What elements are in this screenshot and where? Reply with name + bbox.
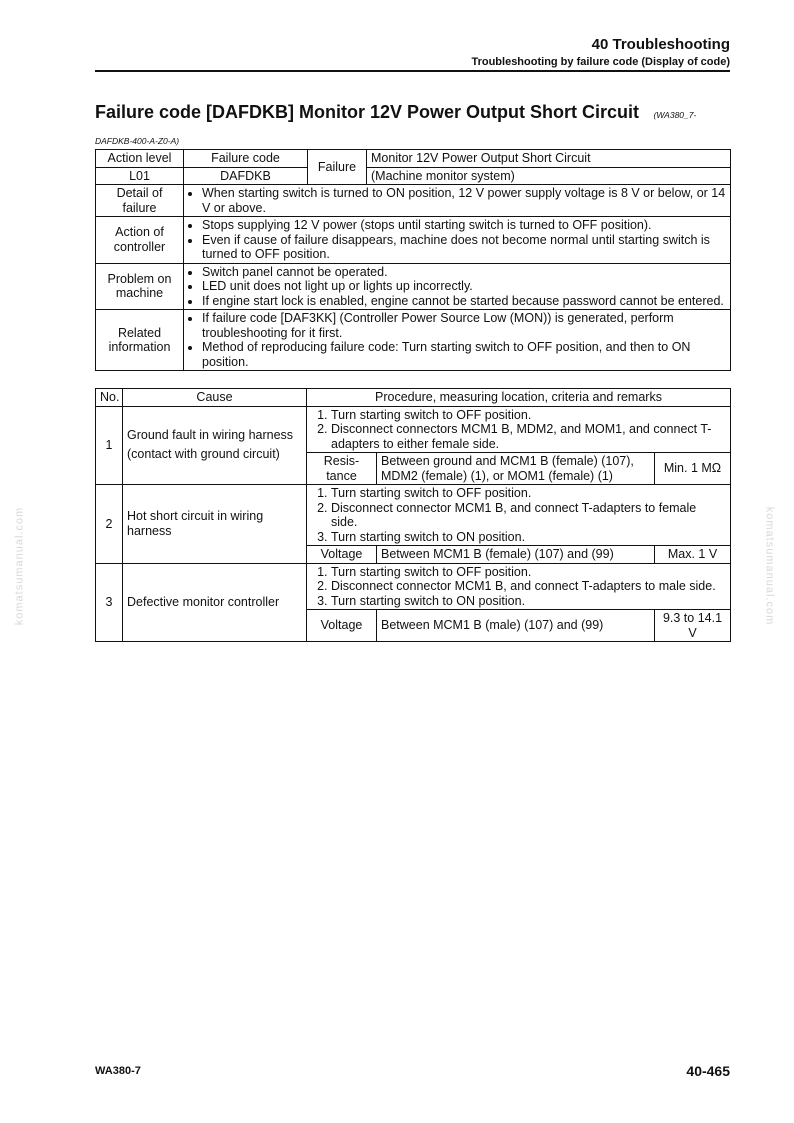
measuring-location: Between MCM1 B (female) (107) and (99) — [377, 546, 655, 564]
procedure-step: 2. Disconnect connectors MCM1 B, MDM2, and MOM1, and connect T-adapters to either female side. — [331, 422, 726, 451]
section-subtitle: Troubleshooting by failure code (Display of code) — [471, 56, 730, 68]
procedure-step: 1. Turn starting switch to OFF position. — [331, 565, 726, 580]
action-level-value: L01 — [96, 167, 184, 185]
list-item: • When starting switch is turned to ON position, 12 V power supply voltage is 8 V or below, or 14 V or above. — [202, 186, 726, 215]
measure-type: Voltage — [307, 546, 377, 564]
criteria-value: Min. 1 MΩ — [655, 453, 731, 485]
watermark-left: komatsumanual.com — [13, 506, 26, 626]
footer-model: WA380-7 — [95, 1065, 141, 1077]
failure-info-table — [95, 149, 731, 371]
list-item: • If engine start lock is enabled, engine cannot be started because password cannot be entered. — [202, 294, 726, 309]
measuring-location: Between ground and MCM1 B (female) (107), MDM2 (female) (1), or MOM1 (female) (1) — [377, 453, 655, 485]
procedure-steps — [307, 485, 731, 546]
cause-description: Ground fault in wiring harness (contact with ground circuit) — [123, 406, 307, 485]
page-number: 40-465 — [686, 1063, 730, 1079]
list-item: • LED unit does not light up or lights up incorrectly. — [202, 279, 726, 294]
procedure-step: 1. Turn starting switch to OFF position. — [331, 486, 726, 501]
procedure-steps — [307, 406, 731, 453]
cause-description: Hot short circuit in wiring harness — [123, 485, 307, 564]
detail-of-failure-label: Detail of failure — [96, 185, 184, 217]
page-header — [471, 36, 730, 69]
watermark-right: komatsumanual.com — [763, 506, 776, 626]
measure-type: Voltage — [307, 610, 377, 642]
cause-number: 1 — [96, 406, 123, 485]
section-title: 40 Troubleshooting — [591, 36, 730, 53]
measuring-location: Between MCM1 B (male) (107) and (99) — [377, 610, 655, 642]
detail-of-failure-content — [184, 185, 731, 217]
related-information-label: Related information — [96, 310, 184, 371]
cause-header: Cause — [123, 389, 307, 407]
criteria-value: 9.3 to 14.1 V — [655, 610, 731, 642]
list-item: • Stops supplying 12 V power (stops until starting switch is turned to OFF position). — [202, 218, 726, 233]
procedure-step: 3. Turn starting switch to ON position. — [331, 530, 726, 545]
document-ref-continued: DAFDKB-400-A-Z0-A) — [95, 136, 180, 146]
procedure-header: Procedure, measuring location, criteria and remarks — [307, 389, 731, 407]
measure-type: Resis-tance — [307, 453, 377, 485]
document-title-block — [95, 102, 735, 146]
action-of-controller-label: Action of controller — [96, 217, 184, 264]
related-information-content — [184, 310, 731, 371]
cause-description: Defective monitor controller — [123, 563, 307, 642]
procedure-steps — [307, 563, 731, 610]
list-item: • If failure code [DAF3KK] (Controller Power Source Low (MON)) is generated, perform troubleshooting for it first. — [202, 311, 726, 340]
no-header: No. — [96, 389, 123, 407]
failure-code-header: Failure code — [184, 150, 308, 168]
criteria-value: Max. 1 V — [655, 546, 731, 564]
list-item: • Switch panel cannot be operated. — [202, 265, 726, 280]
cause-number: 3 — [96, 563, 123, 642]
action-of-controller-content — [184, 217, 731, 264]
procedure-step: 2. Disconnect connector MCM1 B, and connect T-adapters to female side. — [331, 501, 726, 530]
list-item: • Even if cause of failure disappears, machine does not become normal until starting switch is turned to OFF position. — [202, 233, 726, 262]
cause-number: 2 — [96, 485, 123, 564]
cause-procedure-table — [95, 388, 731, 642]
document-title: Failure code [DAFDKB] Monitor 12V Power Output Short Circuit — [95, 102, 640, 122]
document-ref: (WA380_7- — [653, 110, 697, 120]
header-divider — [95, 70, 730, 72]
action-level-header: Action level — [96, 150, 184, 168]
procedure-step: 2. Disconnect connector MCM1 B, and connect T-adapters to male side. — [331, 579, 726, 594]
procedure-step: 3. Turn starting switch to ON position. — [331, 594, 726, 609]
problem-on-machine-content — [184, 263, 731, 310]
problem-on-machine-label: Problem on machine — [96, 263, 184, 310]
failure-header: Failure — [308, 150, 367, 185]
failure-name: Monitor 12V Power Output Short Circuit — [367, 150, 731, 168]
procedure-step: 1. Turn starting switch to OFF position. — [331, 408, 726, 423]
failure-code-value: DAFDKB — [184, 167, 308, 185]
list-item: • Method of reproducing failure code: Turn starting switch to OFF position, and then to ON position. — [202, 340, 726, 369]
failure-system: (Machine monitor system) — [367, 167, 731, 185]
